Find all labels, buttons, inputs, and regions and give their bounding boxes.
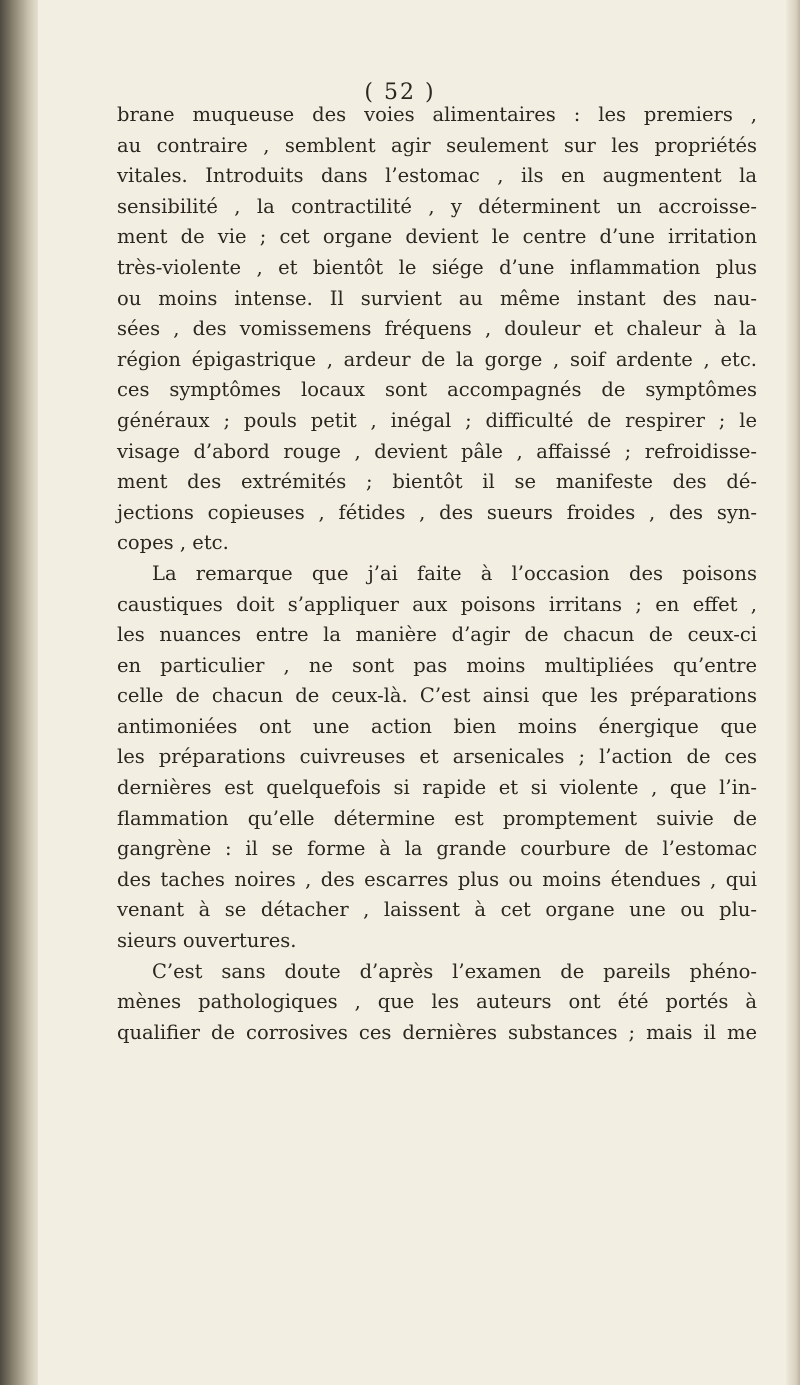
text-line: La remarque que j’ai faite à l’occasion des poisons — [152, 561, 757, 585]
text-line: visage d’abord rouge , devient pâle , affaissé ; refroidisse- — [117, 439, 757, 463]
text-line: sensibilité , la contractilité , y déterminent un accroisse- — [117, 194, 757, 218]
text-line: jections copieuses , fétides , des sueurs froides , des syn- — [117, 500, 757, 524]
text-line: caustiques doit s’appliquer aux poisons irritans ; en effet , — [117, 592, 757, 616]
text-line: mènes pathologiques , que les auteurs ont été portés à — [117, 990, 757, 1014]
text-line: sieurs ouvertures. — [117, 929, 297, 953]
text-line: les nuances entre la manière d’agir de chacun de ceux-ci — [117, 623, 757, 647]
text-line: très-violente , et bientôt le siége d’une inflammation plus — [117, 255, 757, 279]
text-line: au contraire , semblent agir seulement sur les propriétés — [117, 133, 757, 157]
text-line: ment de vie ; cet organe devient le centre d’une irritation — [117, 225, 757, 249]
text-line: qualifier de corrosives ces dernières substances ; mais il me — [117, 1020, 757, 1044]
text-line: celle de chacun de ceux-là. C’est ainsi que les préparations — [117, 684, 757, 708]
text-line: gangrène : il se forme à la grande courbure de l’estomac — [117, 837, 757, 861]
text-line: ces symptômes locaux sont accompagnés de symptômes — [117, 378, 757, 402]
text-line: dernières est quelquefois si rapide et si violente , que l’in- — [117, 776, 757, 800]
text-line: sées , des vomissemens fréquens , douleur et chaleur à la — [117, 317, 757, 341]
text-line: ou moins intense. Il survient au même instant des nau- — [117, 286, 757, 310]
text-line: antimoniées ont une action bien moins énergique que — [117, 714, 757, 738]
text-line: les préparations cuivreuses et arsenicales ; l’action de ces — [117, 745, 757, 769]
text-line: des taches noires , des escarres plus ou moins étendues , qui — [117, 867, 757, 891]
book-binding-edge — [0, 0, 38, 1385]
text-line: région épigastrique , ardeur de la gorge , soif ardente , etc. — [117, 347, 757, 371]
text-line: C’est sans doute d’après l’examen de pareils phéno- — [152, 959, 757, 983]
text-line: venant à se détacher , laissent à cet organe une ou plu- — [117, 898, 757, 922]
text-line: ment des extrémités ; bientôt il se manifeste des dé- — [117, 470, 757, 494]
page-right-edge — [786, 0, 800, 1385]
text-line: brane muqueuse des voies alimentaires : les premiers , — [117, 103, 757, 126]
text-line: flammation qu’elle détermine est promptement suivie de — [117, 806, 757, 830]
text-line: copes , etc. — [117, 531, 229, 555]
text-line: généraux ; pouls petit , inégal ; difficulté de respirer ; le — [117, 408, 757, 432]
text-line: vitales. Introduits dans l’estomac , ils en augmentent la — [117, 164, 757, 188]
text-line: en particulier , ne sont pas moins multipliées qu’entre — [117, 653, 757, 677]
body-text — [117, 100, 757, 1048]
page-number: ( 52 ) — [364, 80, 436, 105]
